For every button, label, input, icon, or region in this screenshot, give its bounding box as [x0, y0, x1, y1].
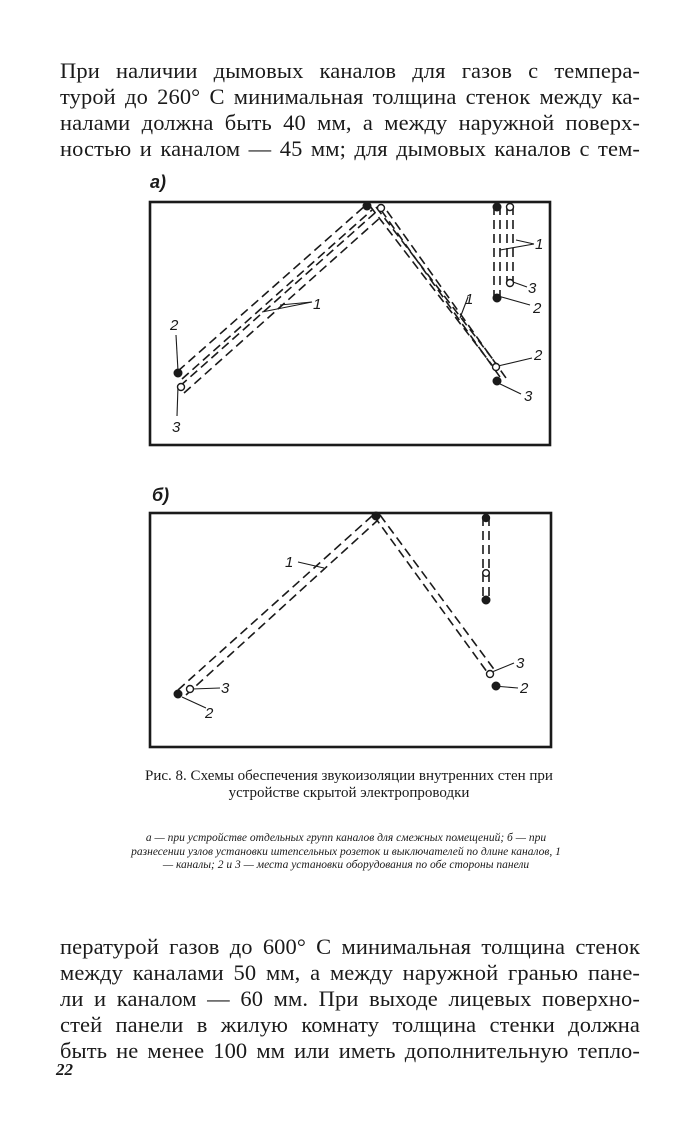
figure-caption-body: а — при устройстве отдельных групп каналов для смежных помещений; б — при разнесении узлов установки штепсельных розеток и выключателей по длине каналов, 1 — каналы; 2 и 3 — места установки оборудования по обе стороны панели [131, 832, 561, 871]
paragraph-bottom [60, 934, 640, 1064]
panel-a-frame [150, 202, 550, 445]
text-line: турой до 260° С минимальная толщина стенок между ка- [60, 84, 640, 109]
callout-1: 1 [285, 554, 294, 571]
figure-label-b: б) [152, 485, 170, 505]
text-line: стей панели в жилую комнату толщина стенки должна [60, 1012, 640, 1037]
callout-3: 3 [528, 280, 537, 297]
marker-filled [493, 294, 501, 302]
figure-caption-title: Рис. 8. Схемы обеспечения звукоизоляции внутренних стен при устройстве скрытой электропроводки [145, 768, 553, 801]
callout-2: 2 [205, 705, 214, 722]
callout-2: 2 [170, 317, 179, 334]
panel-b-channel-left [178, 516, 378, 695]
marker-filled [483, 515, 490, 522]
callout-1: 1 [313, 296, 322, 313]
callout-3: 3 [221, 680, 230, 697]
marker-filled [482, 596, 490, 604]
text-line: пературой газов до 600° С минимальная толщина стенок [60, 934, 640, 959]
marker-hollow [493, 364, 500, 371]
callout-1: 1 [465, 291, 474, 308]
callout-3: 3 [516, 655, 525, 672]
marker-filled [493, 377, 501, 385]
marker-hollow [378, 205, 385, 212]
marker-filled [372, 512, 380, 520]
panel-b-channel-vertical [483, 517, 489, 598]
text-line: между каналами 50 мм, а между наружной гранью пане- [60, 960, 640, 985]
marker-filled [492, 682, 500, 690]
callout-3: 3 [172, 419, 181, 436]
marker-hollow [187, 686, 194, 693]
text-line: быть не менее 100 мм или иметь дополнительную тепло- [60, 1038, 640, 1063]
callout-1: 1 [535, 236, 544, 253]
callout-2: 2 [534, 347, 543, 364]
text-line: налами должна быть 40 мм, а между наружной поверх- [60, 110, 640, 135]
marker-hollow [507, 204, 514, 211]
text-line: ли и каналом — 60 мм. При выходе лицевых поверхно- [60, 986, 640, 1011]
panel-b-leaders [182, 562, 518, 708]
text-line: ностью и каналом — 45 мм; для дымовых каналов с тем- [60, 136, 640, 161]
marker-hollow [483, 570, 490, 577]
marker-filled [174, 369, 182, 377]
marker-filled [363, 202, 371, 210]
text-line: При наличии дымовых каналов для газов с темпера- [60, 58, 640, 83]
marker-hollow [507, 280, 514, 287]
marker-filled [174, 690, 182, 698]
panel-a-channels-left [178, 205, 382, 393]
callout-3: 3 [524, 388, 533, 405]
panel-a-channels-right [370, 206, 506, 378]
marker-filled [493, 203, 501, 211]
callout-2: 2 [520, 680, 529, 697]
marker-hollow [487, 671, 494, 678]
panel-b-channel-right [374, 515, 496, 676]
panel-a-leaders [176, 240, 534, 416]
figure-label-a: а) [150, 172, 167, 192]
marker-hollow [178, 384, 185, 391]
callout-2: 2 [533, 300, 542, 317]
page-number: 22 [56, 1060, 73, 1079]
